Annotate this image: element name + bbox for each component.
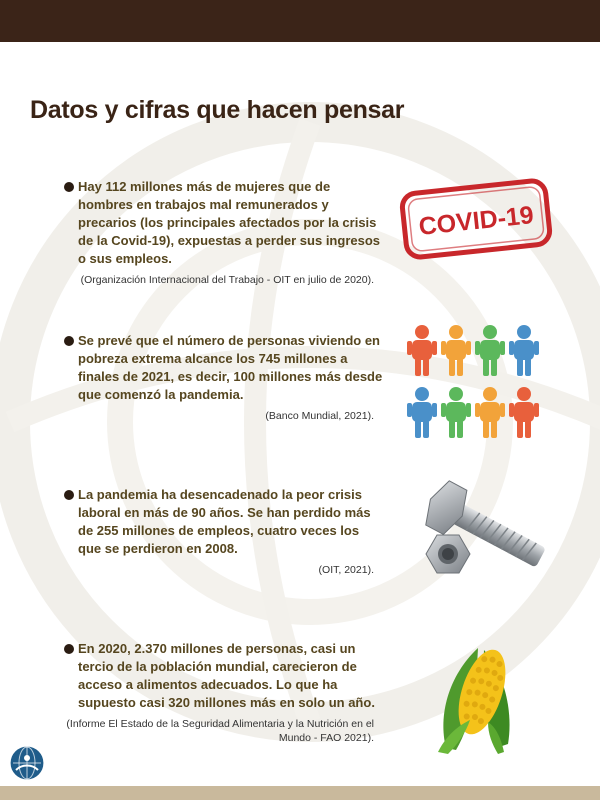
bolt-nut-icon xyxy=(412,480,552,590)
fact-text: La pandemia ha desencadenado la peor crisis laboral en más de 90 años. Se han perdido más de 255 millones de empleos, cuatro veces los que se perdieron en 2008. xyxy=(78,487,371,556)
person-icon xyxy=(407,325,437,376)
fact-item xyxy=(64,178,384,287)
fact-text: Hay 112 millones más de mujeres que de hombres en trabajos mal remunerados y precarios (los principales afectados por la crisis de la Covid-19), expuestas a perder sus ingresos o sus empleos. xyxy=(78,179,381,266)
stamp-text: COVID-19 xyxy=(417,201,536,241)
person-icon xyxy=(509,387,539,438)
fact-text: En 2020, 2.370 millones de personas, casi un tercio de la población mundial, carecieron de acceso a alimentos adecuados. Lo que ha supuesto casi 320 millones más en solo un año. xyxy=(78,641,375,710)
bullet-icon xyxy=(64,182,74,192)
corn-icon xyxy=(418,636,528,756)
person-icon xyxy=(475,387,505,438)
footer-band xyxy=(0,786,600,800)
person-icon xyxy=(509,325,539,376)
people-group-icon xyxy=(404,322,544,440)
fact-text: Se prevé que el número de personas viviendo en pobreza extrema alcance los 745 millones a finales de 2021, es decir, 100 millones más desde que comenzó la pandemia. xyxy=(78,333,383,402)
page-title: Datos y cifras que hacen pensar xyxy=(30,96,405,124)
fact-source: (Informe El Estado de la Seguridad Alimentaria y la Nutrición en el Mundo - FAO 2021). xyxy=(66,718,374,744)
bullet-icon xyxy=(64,336,74,346)
person-icon xyxy=(475,325,505,376)
person-icon xyxy=(441,325,471,376)
organization-logo-icon xyxy=(8,744,46,782)
header-band xyxy=(0,0,600,42)
bullet-icon xyxy=(64,490,74,500)
fact-item xyxy=(64,640,384,745)
person-icon xyxy=(441,387,471,438)
fact-source: (Banco Mundial, 2021). xyxy=(265,410,374,422)
fact-item xyxy=(64,332,384,423)
person-icon xyxy=(407,387,437,438)
covid-stamp-icon xyxy=(396,175,556,263)
fact-item xyxy=(64,486,384,577)
fact-source: (OIT, 2021). xyxy=(318,564,374,576)
fact-source: (Organización Internacional del Trabajo - OIT en julio de 2020). xyxy=(80,274,374,286)
bullet-icon xyxy=(64,644,74,654)
